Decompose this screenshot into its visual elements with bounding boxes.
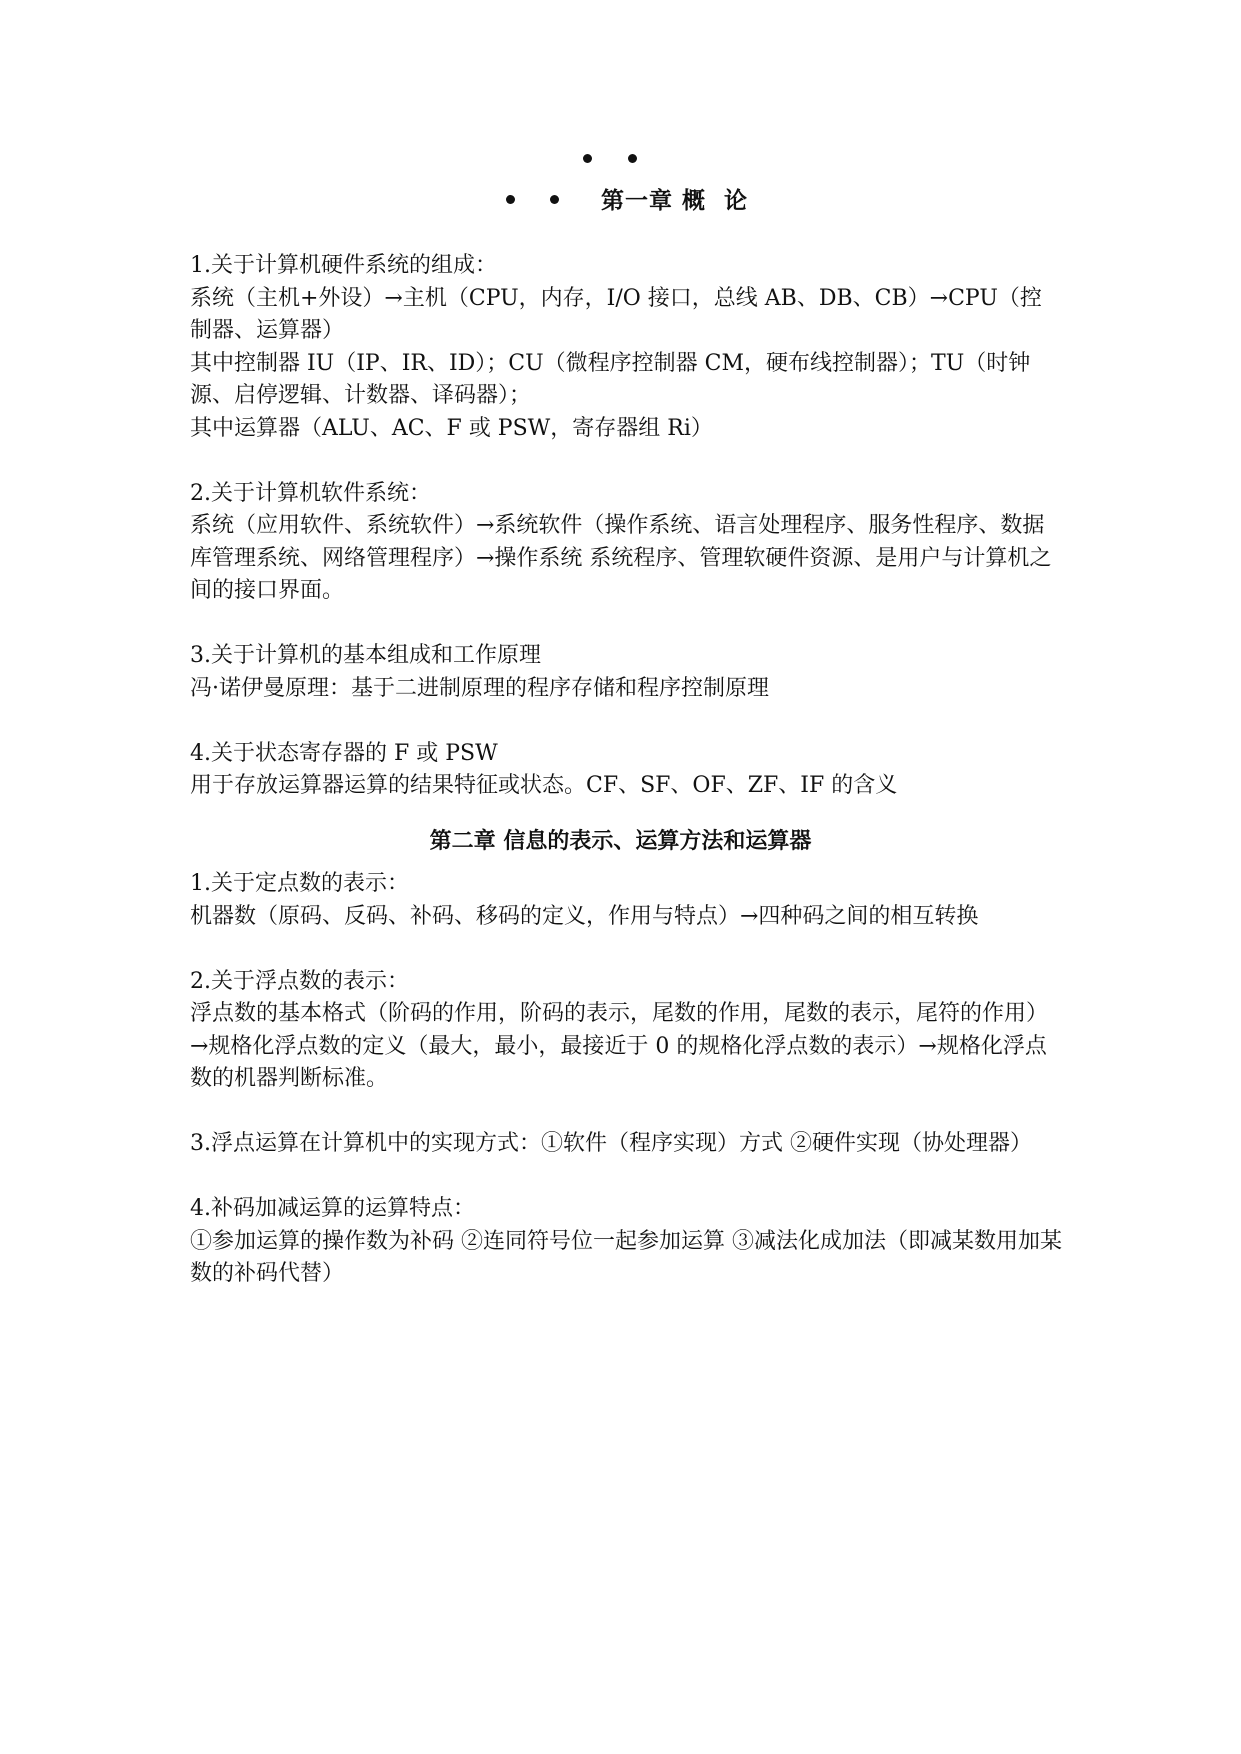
section-line: ①参加运算的操作数为补码 ②连同符号位一起参加运算 ③减法化成加法（即减某数用加某数的补码代替） bbox=[190, 1228, 1062, 1286]
section-heading: 3.关于计算机的基本组成和工作原理 bbox=[190, 643, 541, 668]
section-heading: 4.关于状态寄存器的 F 或 PSW bbox=[190, 740, 498, 766]
chapter2-section-1 bbox=[190, 868, 1062, 933]
section-line: 冯·诺伊曼原理：基于二进制原理的程序存储和程序控制原理 bbox=[190, 675, 769, 701]
chapter2-content bbox=[190, 868, 1062, 1323]
chapter1-section-1 bbox=[190, 250, 1062, 445]
section-line: 其中运算器（ALU、AC、F 或 PSW，寄存器组 Ri） bbox=[190, 415, 713, 441]
chapter1-section-2 bbox=[190, 478, 1062, 608]
section-line: 其中控制器 IU（IP、IR、ID）；CU（微程序控制器 CM，硬布线控制器）；TU（时钟源、启停逻辑、计数器、译码器）； bbox=[190, 350, 1031, 408]
decorative-dots-top bbox=[583, 152, 643, 168]
chapter2-section-3 bbox=[190, 1128, 1062, 1161]
chapter1-section-3 bbox=[190, 640, 1062, 705]
section-heading: 1.关于定点数的表示： bbox=[190, 871, 409, 896]
section-line: 系统（主机+外设）→主机（CPU，内存，I/O 接口，总线 AB、DB、CB）→CPU（控制器、运算器） bbox=[190, 285, 1042, 343]
decorative-dots-left bbox=[506, 195, 566, 207]
bullet-dot-icon bbox=[583, 154, 592, 163]
bullet-dot-icon bbox=[550, 195, 559, 204]
chapter1-section-4 bbox=[190, 738, 1062, 803]
chapter1-content bbox=[190, 250, 1062, 835]
chapter2-section-4 bbox=[190, 1193, 1062, 1291]
section-line: 浮点数的基本格式（阶码的作用，阶码的表示，尾数的作用，尾数的表示，尾符的作用）→规格化浮点数的定义（最大，最小，最接近于 0 的规格化浮点数的表示）→规格化浮点数的机器判断标准。 bbox=[190, 1001, 1049, 1091]
chapter1-title: 第一章 概 论 bbox=[601, 188, 749, 214]
section-heading: 3.浮点运算在计算机中的实现方式：①软件（程序实现）方式 ②硬件实现（协处理器） bbox=[190, 1131, 1032, 1156]
chapter2-title: 第二章 信息的表示、运算方法和运算器 bbox=[429, 829, 812, 854]
chapter1-heading bbox=[0, 185, 1241, 217]
section-line: 用于存放运算器运算的结果特征或状态。CF、SF、OF、ZF、IF 的含义 bbox=[190, 773, 898, 798]
section-heading: 2.关于浮点数的表示： bbox=[190, 968, 409, 994]
bullet-dot-icon bbox=[506, 195, 515, 204]
section-heading: 4.补码加减运算的运算特点： bbox=[190, 1196, 475, 1221]
chapter2-section-2 bbox=[190, 966, 1062, 1096]
section-heading: 2.关于计算机软件系统： bbox=[190, 480, 431, 506]
section-line: 系统（应用软件、系统软件）→系统软件（操作系统、语言处理程序、服务性程序、数据库管理系统、网络管理程序）→操作系统 系统程序、管理软硬件资源、是用户与计算机之间的接口界面。 bbox=[190, 513, 1052, 603]
bullet-dot-icon bbox=[628, 154, 637, 163]
section-line: 机器数（原码、反码、补码、移码的定义，作用与特点）→四种码之间的相互转换 bbox=[190, 903, 979, 929]
section-heading: 1.关于计算机硬件系统的组成： bbox=[190, 253, 497, 278]
